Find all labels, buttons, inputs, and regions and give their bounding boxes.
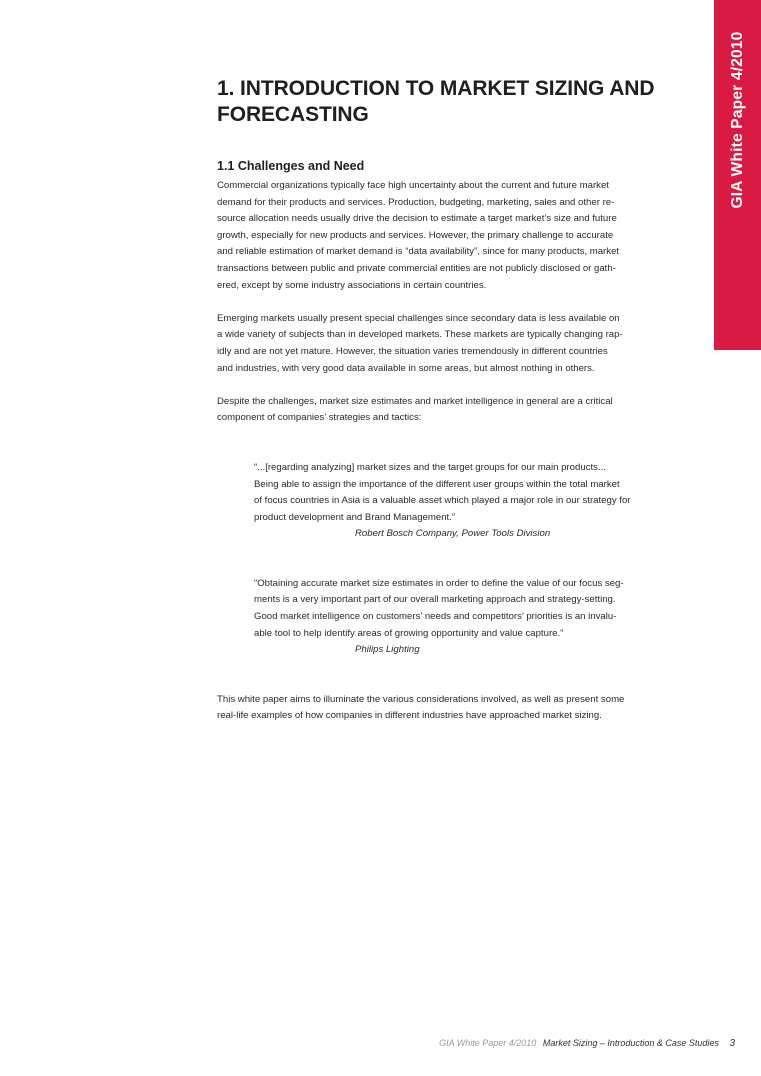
quote-line: Good market intelligence on customers’ needs and competitors’ priorities is an invalu- — [254, 611, 617, 623]
section-heading: 1.1 Challenges and Need — [217, 159, 365, 173]
quote-line: of focus countries in Asia is a valuable asset which played a major role in our strategy for — [254, 495, 631, 507]
text-line: transactions between public and private commercial entities are not publicly disclosed or gath- — [217, 262, 616, 274]
text-line: ered, except by some industry associations in certain countries. — [217, 279, 487, 291]
text-line: demand for their products and services. Production, budgeting, marketing, sales and other re- — [217, 196, 615, 208]
paragraph-challenges — [217, 394, 665, 427]
text-line: Commercial organizations typically face high uncertainty about the current and future market — [217, 180, 609, 191]
quote-attribution: Robert Bosch Company, Power Tools Division — [355, 528, 551, 540]
page-title-line-1: 1. INTRODUCTION TO MARKET SIZING AND — [217, 77, 655, 100]
text-line: a wide variety of subjects than in developed markets. These markets are typically changing rap- — [217, 329, 623, 341]
side-tab-label: GIA White Paper 4/2010 — [728, 31, 746, 209]
text-line: real-life examples of how companies in different industries have approached market sizing. — [217, 710, 602, 722]
quote-philips — [254, 576, 666, 659]
quote-line: “...[regarding analyzing] market sizes and the target groups for our main products... — [254, 461, 606, 473]
paragraph-closing — [217, 692, 665, 725]
text-line: Emerging markets usually present special challenges since secondary data is less available on — [217, 312, 620, 324]
footer-title: Market Sizing – Introduction & Case Studies — [542, 1038, 719, 1048]
page-title — [217, 76, 665, 128]
text-line: and industries, with very good data available in some areas, but almost nothing in others. — [217, 362, 595, 374]
quote-line: “Obtaining accurate market size estimates in order to define the value of our focus seg- — [254, 577, 624, 589]
quote-line: Being able to assign the importance of the different user groups within the total market — [254, 478, 620, 490]
text-line: component of companies’ strategies and tactics: — [217, 412, 422, 424]
page-footer — [439, 1038, 735, 1049]
quote-line: ments is a very important part of our overall marketing approach and strategy-setting. — [254, 594, 616, 606]
text-line: idly and are not yet mature. However, the situation varies tremendously in different countries — [217, 345, 608, 357]
quote-attribution: Philips Lighting — [355, 644, 420, 656]
text-line: source allocation needs usually drive the decision to estimate a target market’s size and future — [217, 213, 617, 225]
quote-line: able tool to help identify areas of growing opportunity and value capture.” — [254, 627, 564, 639]
quote-bosch — [254, 460, 666, 543]
footer-series: GIA White Paper 4/2010 — [439, 1038, 537, 1048]
text-line: and reliable estimation of market demand is “data availability”, since for many products, market — [217, 246, 620, 258]
main-content — [217, 76, 665, 725]
text-line: Despite the challenges, market size estimates and market intelligence in general are a critical — [217, 395, 613, 407]
text-line: growth, especially for new products and services. However, the primary challenge to accurate — [217, 229, 614, 241]
paragraph-intro — [217, 178, 665, 294]
text-line: This white paper aims to illuminate the various considerations involved, as well as present some — [217, 693, 625, 705]
page-title-line-2: FORECASTING — [217, 103, 369, 126]
page-number: 3 — [729, 1038, 735, 1049]
paragraph-emerging-markets — [217, 311, 665, 377]
side-tab — [714, 0, 761, 350]
quote-line: product development and Brand Management.” — [254, 511, 456, 523]
